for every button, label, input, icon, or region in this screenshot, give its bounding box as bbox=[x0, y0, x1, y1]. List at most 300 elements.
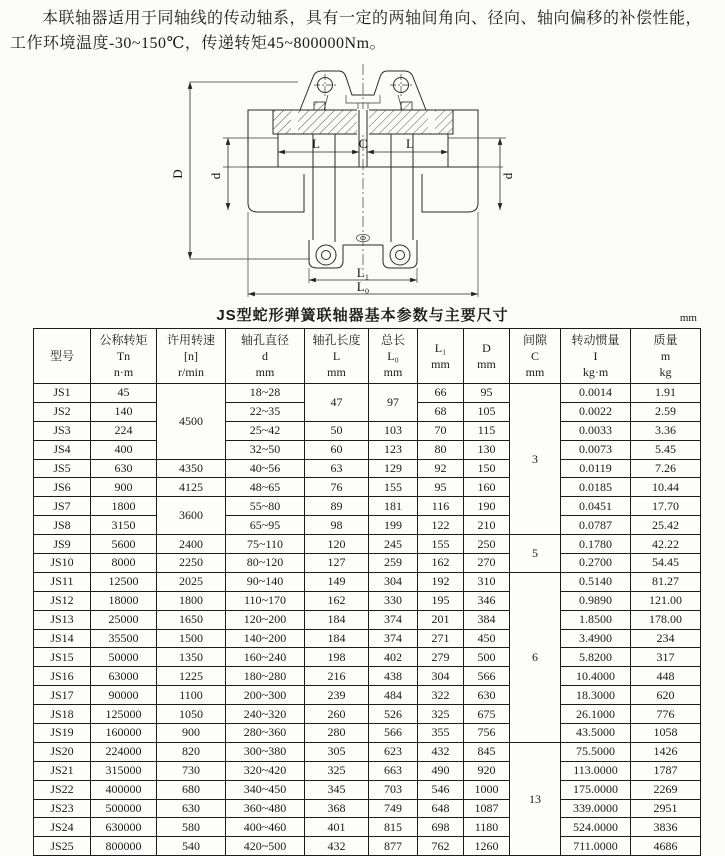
value-cell: 2025 bbox=[157, 572, 226, 591]
value-cell: 65~95 bbox=[226, 516, 305, 535]
value-cell: 92 bbox=[418, 459, 464, 478]
model-cell: JS3 bbox=[34, 421, 91, 440]
value-cell: 360~480 bbox=[226, 799, 305, 818]
header-row bbox=[34, 329, 701, 384]
table-row bbox=[34, 497, 701, 516]
value-cell: 663 bbox=[369, 761, 418, 780]
value-cell: 749 bbox=[369, 799, 418, 818]
model-cell: JS14 bbox=[34, 629, 91, 648]
value-cell: 0.2700 bbox=[561, 554, 631, 573]
column-header: 质量 m kg bbox=[631, 329, 701, 384]
nut-right-icon bbox=[401, 102, 412, 110]
value-cell: 127 bbox=[305, 554, 369, 573]
dim-label-L-right: L bbox=[405, 136, 414, 151]
value-cell: 815 bbox=[369, 818, 418, 837]
value-cell: 420~500 bbox=[226, 837, 305, 856]
value-cell: 762 bbox=[418, 837, 464, 856]
value-cell: 121.00 bbox=[631, 591, 701, 610]
value-cell: 54.45 bbox=[631, 554, 701, 573]
value-cell: 0.0451 bbox=[561, 497, 631, 516]
table-row bbox=[34, 384, 701, 403]
table-row bbox=[34, 535, 701, 554]
value-cell: 1650 bbox=[157, 610, 226, 629]
value-cell: 0.0787 bbox=[561, 516, 631, 535]
value-cell: 105 bbox=[464, 402, 510, 421]
value-cell: 50000 bbox=[91, 648, 157, 667]
model-cell: JS24 bbox=[34, 818, 91, 837]
model-cell: JS13 bbox=[34, 610, 91, 629]
value-cell: 2269 bbox=[631, 780, 701, 799]
value-cell: 130 bbox=[464, 440, 510, 459]
value-cell: 756 bbox=[464, 724, 510, 743]
value-cell: 526 bbox=[369, 705, 418, 724]
value-cell: 330 bbox=[369, 591, 418, 610]
value-cell: 401 bbox=[305, 818, 369, 837]
value-cell: 0.9890 bbox=[561, 591, 631, 610]
value-cell: 1087 bbox=[464, 799, 510, 818]
value-cell: 123 bbox=[369, 440, 418, 459]
value-cell: 47 bbox=[305, 384, 369, 422]
table-row bbox=[34, 761, 701, 780]
table-row bbox=[34, 591, 701, 610]
coupling-drawing bbox=[8, 62, 717, 300]
value-cell: 10.4000 bbox=[561, 667, 631, 686]
value-cell: 680 bbox=[157, 780, 226, 799]
column-header: D mm bbox=[464, 329, 510, 384]
value-cell: 80~120 bbox=[226, 554, 305, 573]
model-cell: JS7 bbox=[34, 497, 91, 516]
value-cell: 55~80 bbox=[226, 497, 305, 516]
value-cell: 181 bbox=[369, 497, 418, 516]
value-cell: 234 bbox=[631, 629, 701, 648]
value-cell: 10.44 bbox=[631, 478, 701, 497]
table-row bbox=[34, 780, 701, 799]
value-cell: 120 bbox=[305, 535, 369, 554]
value-cell: 3.36 bbox=[631, 421, 701, 440]
column-header: 公称转矩 Tn n·m bbox=[91, 329, 157, 384]
value-cell: 0.0119 bbox=[561, 459, 631, 478]
value-cell: 623 bbox=[369, 742, 418, 761]
value-cell: 315000 bbox=[91, 761, 157, 780]
table-row bbox=[34, 440, 701, 459]
value-cell: 7.26 bbox=[631, 459, 701, 478]
value-cell: 630 bbox=[91, 459, 157, 478]
value-cell: 1050 bbox=[157, 705, 226, 724]
model-cell: JS11 bbox=[34, 572, 91, 591]
value-cell: 95 bbox=[418, 478, 464, 497]
value-cell: 900 bbox=[157, 724, 226, 743]
dim-label-d-left: d bbox=[207, 172, 223, 180]
model-cell: JS20 bbox=[34, 742, 91, 761]
model-cell: JS2 bbox=[34, 402, 91, 421]
value-cell: 224 bbox=[91, 421, 157, 440]
value-cell: 178.00 bbox=[631, 610, 701, 629]
table-row bbox=[34, 837, 701, 856]
model-cell: JS16 bbox=[34, 667, 91, 686]
table-row bbox=[34, 742, 701, 761]
value-cell: 8000 bbox=[91, 554, 157, 573]
value-cell: 239 bbox=[305, 686, 369, 705]
value-cell: 374 bbox=[369, 629, 418, 648]
value-cell: 162 bbox=[418, 554, 464, 573]
value-cell: 432 bbox=[305, 837, 369, 856]
value-cell: 279 bbox=[418, 648, 464, 667]
value-cell: 2.59 bbox=[631, 402, 701, 421]
model-cell: JS18 bbox=[34, 705, 91, 724]
value-cell: 6 bbox=[510, 572, 561, 742]
value-cell: 13 bbox=[510, 742, 561, 855]
value-cell: 540 bbox=[157, 837, 226, 856]
value-cell: 140 bbox=[91, 402, 157, 421]
value-cell: 345 bbox=[305, 780, 369, 799]
value-cell: 17.70 bbox=[631, 497, 701, 516]
value-cell: 374 bbox=[369, 610, 418, 629]
value-cell: 400000 bbox=[91, 780, 157, 799]
value-cell: 200~300 bbox=[226, 686, 305, 705]
value-cell: 43.5000 bbox=[561, 724, 631, 743]
value-cell: 524.0000 bbox=[561, 818, 631, 837]
value-cell: 115 bbox=[464, 421, 510, 440]
value-cell: 1.91 bbox=[631, 384, 701, 403]
value-cell: 648 bbox=[418, 799, 464, 818]
value-cell: 566 bbox=[464, 667, 510, 686]
value-cell: 340~450 bbox=[226, 780, 305, 799]
value-cell: 280~360 bbox=[226, 724, 305, 743]
value-cell: 195 bbox=[418, 591, 464, 610]
value-cell: 90000 bbox=[91, 686, 157, 705]
value-cell: 18.3000 bbox=[561, 686, 631, 705]
bolt-pad-left bbox=[309, 240, 343, 268]
value-cell: 546 bbox=[418, 780, 464, 799]
value-cell: 400 bbox=[91, 440, 157, 459]
value-cell: 22~35 bbox=[226, 402, 305, 421]
value-cell: 0.0185 bbox=[561, 478, 631, 497]
value-cell: 500 bbox=[464, 648, 510, 667]
value-cell: 1058 bbox=[631, 724, 701, 743]
value-cell: 5600 bbox=[91, 535, 157, 554]
value-cell: 48~65 bbox=[226, 478, 305, 497]
value-cell: 3 bbox=[510, 384, 561, 535]
value-cell: 25000 bbox=[91, 610, 157, 629]
value-cell: 12500 bbox=[91, 572, 157, 591]
value-cell: 180~280 bbox=[226, 667, 305, 686]
value-cell: 198 bbox=[305, 648, 369, 667]
column-header: 型号 bbox=[34, 329, 91, 384]
table-row bbox=[34, 648, 701, 667]
coupling-cross-section bbox=[128, 62, 598, 300]
value-cell: 730 bbox=[157, 761, 226, 780]
value-cell: 355 bbox=[418, 724, 464, 743]
model-cell: JS17 bbox=[34, 686, 91, 705]
value-cell: 35500 bbox=[91, 629, 157, 648]
value-cell: 120~200 bbox=[226, 610, 305, 629]
model-cell: JS25 bbox=[34, 837, 91, 856]
value-cell: 346 bbox=[464, 591, 510, 610]
value-cell: 95 bbox=[464, 384, 510, 403]
model-cell: JS22 bbox=[34, 780, 91, 799]
value-cell: 40~56 bbox=[226, 459, 305, 478]
value-cell: 184 bbox=[305, 610, 369, 629]
value-cell: 199 bbox=[369, 516, 418, 535]
value-cell: 89 bbox=[305, 497, 369, 516]
value-cell: 50 bbox=[305, 421, 369, 440]
value-cell: 245 bbox=[369, 535, 418, 554]
value-cell: 4500 bbox=[157, 384, 226, 460]
model-cell: JS5 bbox=[34, 459, 91, 478]
table-row bbox=[34, 818, 701, 837]
bolt-pad-right bbox=[383, 240, 417, 268]
value-cell: 490 bbox=[418, 761, 464, 780]
table-row bbox=[34, 705, 701, 724]
value-cell: 42.22 bbox=[631, 535, 701, 554]
value-cell: 32~50 bbox=[226, 440, 305, 459]
model-cell: JS8 bbox=[34, 516, 91, 535]
value-cell: 630 bbox=[464, 686, 510, 705]
value-cell: 1800 bbox=[157, 591, 226, 610]
value-cell: 18000 bbox=[91, 591, 157, 610]
value-cell: 305 bbox=[305, 742, 369, 761]
value-cell: 900 bbox=[91, 478, 157, 497]
value-cell: 25.42 bbox=[631, 516, 701, 535]
value-cell: 4686 bbox=[631, 837, 701, 856]
table-row bbox=[34, 478, 701, 497]
value-cell: 0.5140 bbox=[561, 572, 631, 591]
value-cell: 0.1780 bbox=[561, 535, 631, 554]
table-row bbox=[34, 629, 701, 648]
value-cell: 1.8500 bbox=[561, 610, 631, 629]
value-cell: 0.0014 bbox=[561, 384, 631, 403]
value-cell: 800000 bbox=[91, 837, 157, 856]
model-cell: JS23 bbox=[34, 799, 91, 818]
value-cell: 216 bbox=[305, 667, 369, 686]
value-cell: 260 bbox=[305, 705, 369, 724]
bottom-bolt-left-icon bbox=[316, 245, 336, 265]
column-header: 轴孔长度 L mm bbox=[305, 329, 369, 384]
model-cell: JS6 bbox=[34, 478, 91, 497]
value-cell: 325 bbox=[305, 761, 369, 780]
model-cell: JS12 bbox=[34, 591, 91, 610]
value-cell: 320~420 bbox=[226, 761, 305, 780]
column-header: 转动惯量 I kg·m bbox=[561, 329, 631, 384]
value-cell: 1260 bbox=[464, 837, 510, 856]
value-cell: 317 bbox=[631, 648, 701, 667]
value-cell: 1426 bbox=[631, 742, 701, 761]
model-cell: JS15 bbox=[34, 648, 91, 667]
value-cell: 125000 bbox=[91, 705, 157, 724]
value-cell: 184 bbox=[305, 629, 369, 648]
value-cell: 845 bbox=[464, 742, 510, 761]
value-cell: 103 bbox=[369, 421, 418, 440]
value-cell: 500000 bbox=[91, 799, 157, 818]
value-cell: 2951 bbox=[631, 799, 701, 818]
dim-label-L-left: L bbox=[311, 136, 320, 151]
value-cell: 81.27 bbox=[631, 572, 701, 591]
value-cell: 3600 bbox=[157, 497, 226, 535]
value-cell: 339.0000 bbox=[561, 799, 631, 818]
value-cell: 304 bbox=[369, 572, 418, 591]
value-cell: 63000 bbox=[91, 667, 157, 686]
value-cell: 25~42 bbox=[226, 421, 305, 440]
table-row bbox=[34, 459, 701, 478]
value-cell: 26.1000 bbox=[561, 705, 631, 724]
value-cell: 68 bbox=[418, 402, 464, 421]
dim-label-d-right: d bbox=[499, 172, 515, 180]
value-cell: 75~110 bbox=[226, 535, 305, 554]
value-cell: 162 bbox=[305, 591, 369, 610]
value-cell: 150 bbox=[464, 459, 510, 478]
value-cell: 76 bbox=[305, 478, 369, 497]
value-cell: 920 bbox=[464, 761, 510, 780]
value-cell: 201 bbox=[418, 610, 464, 629]
value-cell: 5.8200 bbox=[561, 648, 631, 667]
value-cell: 224000 bbox=[91, 742, 157, 761]
value-cell: 450 bbox=[464, 629, 510, 648]
value-cell: 300~380 bbox=[226, 742, 305, 761]
value-cell: 877 bbox=[369, 837, 418, 856]
value-cell: 1800 bbox=[91, 497, 157, 516]
value-cell: 270 bbox=[464, 554, 510, 573]
value-cell: 75.5000 bbox=[561, 742, 631, 761]
value-cell: 192 bbox=[418, 572, 464, 591]
model-cell: JS1 bbox=[34, 384, 91, 403]
value-cell: 129 bbox=[369, 459, 418, 478]
table-row bbox=[34, 572, 701, 591]
table-row bbox=[34, 421, 701, 440]
value-cell: 630 bbox=[157, 799, 226, 818]
value-cell: 2250 bbox=[157, 554, 226, 573]
value-cell: 1100 bbox=[157, 686, 226, 705]
value-cell: 438 bbox=[369, 667, 418, 686]
value-cell: 140~200 bbox=[226, 629, 305, 648]
table-row bbox=[34, 799, 701, 818]
value-cell: 484 bbox=[369, 686, 418, 705]
value-cell: 322 bbox=[418, 686, 464, 705]
table-row bbox=[34, 667, 701, 686]
value-cell: 116 bbox=[418, 497, 464, 516]
column-header: 总长 L₀ mm bbox=[369, 329, 418, 384]
value-cell: 90~140 bbox=[226, 572, 305, 591]
value-cell: 698 bbox=[418, 818, 464, 837]
value-cell: 400~460 bbox=[226, 818, 305, 837]
table-title: JS型蛇形弹簧联轴器基本参数与主要尺寸 bbox=[216, 307, 509, 324]
value-cell: 1787 bbox=[631, 761, 701, 780]
value-cell: 160000 bbox=[91, 724, 157, 743]
value-cell: 566 bbox=[369, 724, 418, 743]
value-cell: 580 bbox=[157, 818, 226, 837]
value-cell: 432 bbox=[418, 742, 464, 761]
value-cell: 155 bbox=[418, 535, 464, 554]
bottom-bolt-right-icon bbox=[390, 245, 410, 265]
value-cell: 66 bbox=[418, 384, 464, 403]
value-cell: 160~240 bbox=[226, 648, 305, 667]
value-cell: 160 bbox=[464, 478, 510, 497]
spec-table-head bbox=[34, 329, 701, 384]
value-cell: 97 bbox=[369, 384, 418, 422]
model-cell: JS9 bbox=[34, 535, 91, 554]
dim-label-C: C bbox=[358, 136, 367, 151]
value-cell: 122 bbox=[418, 516, 464, 535]
table-title-row bbox=[8, 304, 717, 326]
value-cell: 776 bbox=[631, 705, 701, 724]
value-cell: 4125 bbox=[157, 478, 226, 497]
value-cell: 675 bbox=[464, 705, 510, 724]
value-cell: 3150 bbox=[91, 516, 157, 535]
value-cell: 63 bbox=[305, 459, 369, 478]
value-cell: 113.0000 bbox=[561, 761, 631, 780]
value-cell: 98 bbox=[305, 516, 369, 535]
value-cell: 620 bbox=[631, 686, 701, 705]
model-cell: JS4 bbox=[34, 440, 91, 459]
value-cell: 5 bbox=[510, 535, 561, 573]
value-cell: 18~28 bbox=[226, 384, 305, 403]
value-cell: 1225 bbox=[157, 667, 226, 686]
value-cell: 310 bbox=[464, 572, 510, 591]
spec-table bbox=[33, 328, 701, 856]
value-cell: 240~320 bbox=[226, 705, 305, 724]
value-cell: 250 bbox=[464, 535, 510, 554]
value-cell: 325 bbox=[418, 705, 464, 724]
model-cell: JS10 bbox=[34, 554, 91, 573]
nut-left-icon bbox=[314, 102, 325, 110]
value-cell: 703 bbox=[369, 780, 418, 799]
table-row bbox=[34, 554, 701, 573]
table-row bbox=[34, 610, 701, 629]
value-cell: 80 bbox=[418, 440, 464, 459]
value-cell: 448 bbox=[631, 667, 701, 686]
value-cell: 280 bbox=[305, 724, 369, 743]
value-cell: 190 bbox=[464, 497, 510, 516]
value-cell: 1500 bbox=[157, 629, 226, 648]
value-cell: 155 bbox=[369, 478, 418, 497]
value-cell: 384 bbox=[464, 610, 510, 629]
value-cell: 60 bbox=[305, 440, 369, 459]
table-row bbox=[34, 516, 701, 535]
value-cell: 175.0000 bbox=[561, 780, 631, 799]
value-cell: 271 bbox=[418, 629, 464, 648]
value-cell: 402 bbox=[369, 648, 418, 667]
value-cell: 149 bbox=[305, 572, 369, 591]
value-cell: 70 bbox=[418, 421, 464, 440]
value-cell: 0.0073 bbox=[561, 440, 631, 459]
value-cell: 2400 bbox=[157, 535, 226, 554]
table-row bbox=[34, 724, 701, 743]
value-cell: 210 bbox=[464, 516, 510, 535]
dim-label-L0: L₀ bbox=[356, 279, 369, 294]
value-cell: 711.0000 bbox=[561, 837, 631, 856]
spec-table-body bbox=[34, 384, 701, 856]
model-cell: JS19 bbox=[34, 724, 91, 743]
value-cell: 3.4900 bbox=[561, 629, 631, 648]
value-cell: 5.45 bbox=[631, 440, 701, 459]
value-cell: 3836 bbox=[631, 818, 701, 837]
intro-paragraph: 本联轴器适用于同轴线的传动轴系，具有一定的两轴间角向、径向、轴向偏移的补偿性能，工作环境温度-30~150℃，传递转矩45~800000Nm。 bbox=[10, 10, 703, 52]
value-cell: 110~170 bbox=[226, 591, 305, 610]
value-cell: 368 bbox=[305, 799, 369, 818]
value-cell: 304 bbox=[418, 667, 464, 686]
dim-label-D: D bbox=[169, 169, 185, 179]
column-header: 许用转速 [n] r/min bbox=[157, 329, 226, 384]
model-cell: JS21 bbox=[34, 761, 91, 780]
column-header: L₁ mm bbox=[418, 329, 464, 384]
value-cell: 259 bbox=[369, 554, 418, 573]
column-header: 间隙 C mm bbox=[510, 329, 561, 384]
value-cell: 1180 bbox=[464, 818, 510, 837]
value-cell: 4350 bbox=[157, 459, 226, 478]
value-cell: 0.0033 bbox=[561, 421, 631, 440]
table-row bbox=[34, 686, 701, 705]
unit-note: mm bbox=[679, 312, 697, 324]
value-cell: 0.0022 bbox=[561, 402, 631, 421]
